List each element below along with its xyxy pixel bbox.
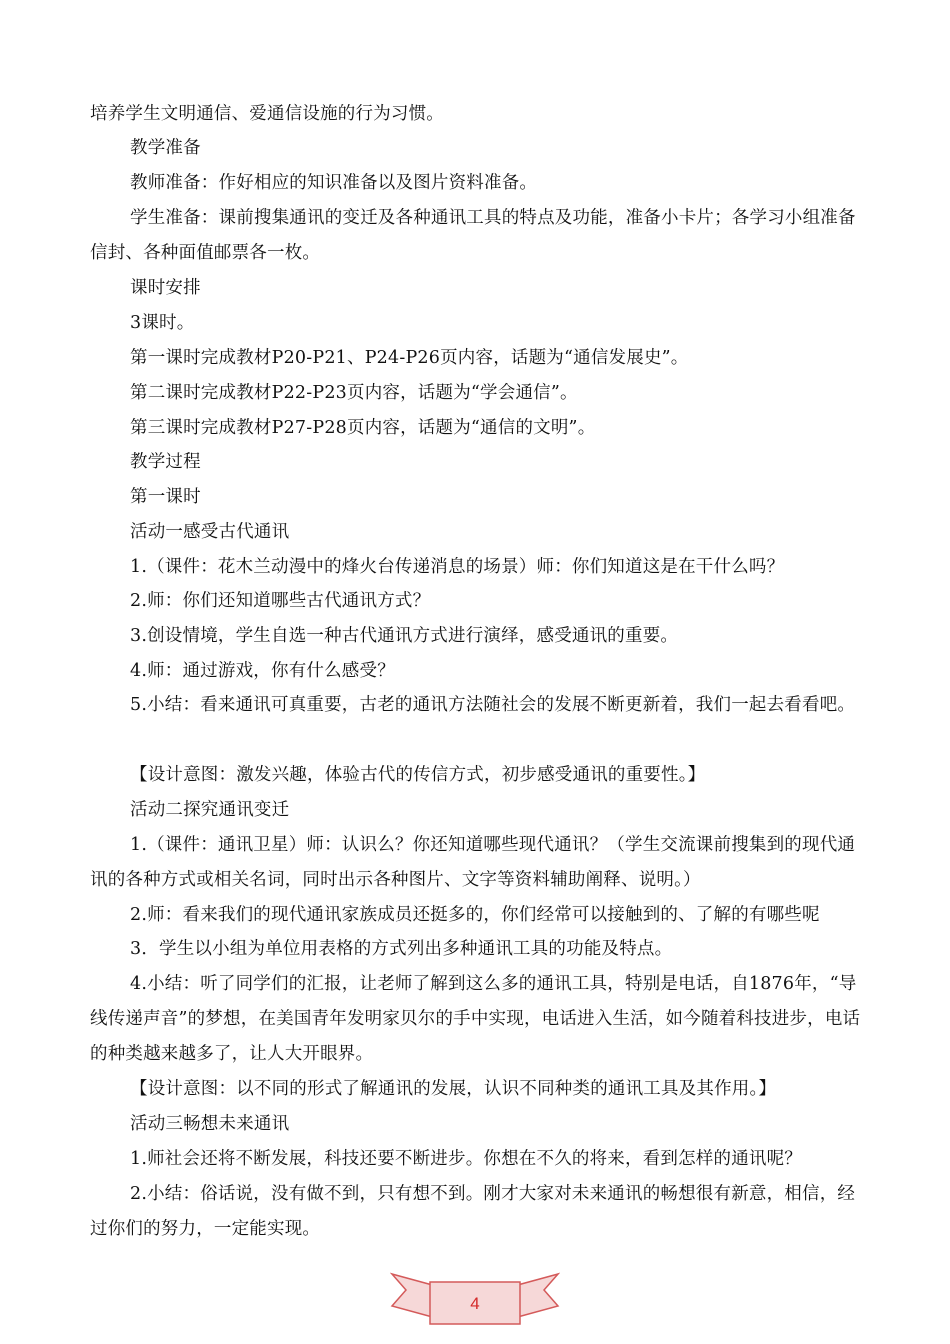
paragraph-activity-1-step-4: 4.师：通过游戏，你有什么感受？: [130, 661, 395, 681]
paragraph-continuation: 培养学生文明通信、爱通信设施的行为习惯。: [90, 104, 444, 124]
heading-activity-3: 活动三畅想未来通讯: [130, 1114, 290, 1134]
heading-activity-1: 活动一感受古代通讯: [130, 522, 290, 542]
paragraph-lesson-count: 3课时。: [130, 313, 195, 333]
heading-teaching-preparation: 教学准备: [130, 138, 201, 158]
paragraph-student-prep: 学生准备：课前搜集通讯的变迁及各种通讯工具的特点及功能，准备小卡片；各学习小组准备信封、各种面值邮票各一枚。: [90, 208, 856, 263]
paragraph-design-intent-2: 【设计意图：以不同的形式了解通讯的发展，认识不同种类的通讯工具及其作用。】: [130, 1079, 777, 1099]
paragraph-activity-1-step-3: 3.创设情境，学生自选一种古代通讯方式进行演绎，感受通讯的重要。: [130, 626, 679, 646]
heading-schedule: 课时安排: [130, 278, 201, 298]
paragraph-activity-2-step-3: 3．学生以小组为单位用表格的方式列出多种通讯工具的功能及特点。: [130, 939, 673, 959]
paragraph-activity-2-summary: 4.小结：听了同学们的汇报，让老师了解到这么多的通讯工具，特别是电话，自1876年，“导线传递声音”的梦想，在美国青年发明家贝尔的手中实现，电话进入生活，如今随着科技进步，电话的种类越来越多了，让人大开眼界。: [90, 974, 861, 1064]
paragraph-activity-1-step-1: 1.（课件：花木兰动漫中的烽火台传递消息的场景）师：你们知道这是在干什么吗？: [130, 557, 785, 577]
paragraph-activity-3-summary: 2.小结：俗话说，没有做不到，只有想不到。刚才大家对未来通讯的畅想很有新意，相信，经过你们的努力，一定能实现。: [90, 1184, 856, 1239]
paragraph-activity-3-step-1: 1.师社会还将不断发展，科技还要不断进步。你想在不久的将来，看到怎样的通讯呢？: [130, 1149, 802, 1169]
heading-activity-2: 活动二探究通讯变迁: [130, 800, 290, 820]
paragraph-design-intent-1: 【设计意图：激发兴趣，体验古代的传信方式，初步感受通讯的重要性。】: [130, 765, 706, 785]
paragraph-lesson-2: 第二课时完成教材P22-P23页内容，话题为“学会通信”。: [130, 383, 578, 403]
paragraph-activity-2-step-2: 2.师：看来我们的现代通讯家族成员还挺多的，你们经常可以接触到的、了解的有哪些呢: [130, 905, 820, 925]
paragraph-teacher-prep: 教师准备：作好相应的知识准备以及图片资料准备。: [130, 173, 538, 193]
page-number: 4: [470, 1294, 480, 1313]
paragraph-activity-1-step-2: 2.师：你们还知道哪些古代通讯方式？: [130, 591, 431, 611]
heading-teaching-process: 教学过程: [130, 452, 201, 472]
paragraph-lesson-3: 第三课时完成教材P27-P28页内容，话题为“通信的文明”。: [130, 418, 596, 438]
page-number-badge: [390, 1268, 560, 1328]
paragraph-lesson-1: 第一课时完成教材P20-P21、P24-P26页内容，话题为“通信发展史”。: [130, 348, 689, 368]
paragraph-activity-1-summary: 5.小结：看来通讯可真重要，古老的通讯方法随社会的发展不断更新着，我们一起去看看吧。: [130, 695, 856, 715]
heading-first-lesson: 第一课时: [130, 487, 201, 507]
paragraph-activity-2-step-1: 1.（课件：通讯卫星）师：认识么？你还知道哪些现代通讯？（学生交流课前搜集到的现代通讯的各种方式或相关名词，同时出示各种图片、文字等资料辅助阐释、说明。）: [90, 835, 856, 890]
